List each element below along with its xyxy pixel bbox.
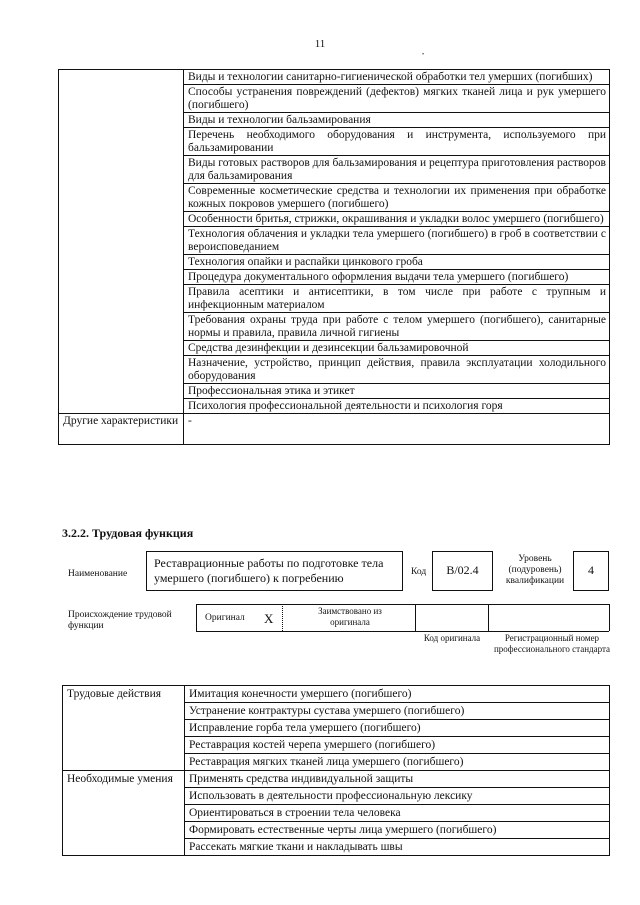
- skill-item: Применять средства индивидуальной защиты: [185, 771, 610, 788]
- origin-top-line: [196, 604, 609, 605]
- knowledge-item: Технология облачения и укладки тела умершего (погибшего) в гроб в соответствии с вероисповеданием: [184, 227, 610, 255]
- code-original-caption: Код оригинала: [423, 633, 481, 643]
- labor-functions-table: [62, 685, 610, 856]
- origin-divider: [415, 604, 416, 631]
- knowledge-item: Процедура документального оформления выдачи тела умершего (погибшего): [184, 270, 610, 285]
- page-number: 11: [314, 38, 326, 50]
- knowledge-item: Требования охраны труда при работе с телом умершего (погибшего), санитарные нормы и правила, правила личной гигиены: [184, 313, 610, 341]
- origin-divider: [282, 604, 283, 631]
- name-value-box: [146, 551, 403, 591]
- reg-number-caption: Регистрационный номер профессионального стандарта: [493, 633, 611, 654]
- other-characteristics-label: Другие характеристики: [59, 414, 184, 445]
- name-value: Реставрационные работы по подготовке тела умершего (погибшего) к погребению: [154, 556, 384, 585]
- code-label: Код: [411, 567, 427, 577]
- section-title: 3.2.2. Трудовая функция: [62, 526, 194, 540]
- code-value: B/02.4: [446, 563, 479, 577]
- level-label: Уровень (подуровень) квалификации: [505, 554, 565, 586]
- code-value-box: [432, 551, 493, 591]
- origin-divider: [196, 604, 197, 631]
- knowledge-item: Особенности бритья, стрижки, окрашивания и укладки волос умершего (погибшего): [184, 212, 610, 227]
- name-label: Наименование: [68, 569, 128, 579]
- original-mark: X: [264, 611, 274, 626]
- knowledge-label-cell: [59, 70, 184, 414]
- knowledge-item: Виды готовых растворов для бальзамирования и рецептура приготовления растворов для бальзамирования: [184, 156, 610, 184]
- knowledge-item: Виды и технологии бальзамирования: [184, 113, 610, 128]
- borrowed-label: Заимствовано из оригинала: [318, 606, 382, 627]
- skill-item: Ориентироваться в строении тела человека: [185, 805, 610, 822]
- action-item: Реставрация мягких тканей лица умершего (погибшего): [185, 754, 610, 771]
- skill-item: Формировать естественные черты лица умершего (погибшего): [185, 822, 610, 839]
- level-value-box: [573, 551, 609, 591]
- knowledge-item: Правила асептики и антисептики, в том числе при работе с трупным и инфекционным материалом: [184, 285, 610, 313]
- origin-divider: [488, 604, 489, 631]
- action-item: Реставрация костей черепа умершего (погибшего): [185, 737, 610, 754]
- knowledge-item: Психология профессиональной деятельности и психология горя: [184, 399, 610, 414]
- knowledge-item: Назначение, устройство, принцип действия, правила эксплуатации холодильного оборудования: [184, 356, 610, 384]
- knowledge-item: Способы устранения повреждений (дефектов) мягких тканей лица и рук умершего (погибшего): [184, 85, 610, 113]
- knowledge-item: Современные косметические средства и технологии их применения при обработке кожных покровов умершего (погибшего): [184, 184, 610, 212]
- skills-label: Необходимые умения: [63, 771, 185, 856]
- action-item: Исправление горба тела умершего (погибшего): [185, 720, 610, 737]
- original-label: Оригинал: [205, 613, 245, 623]
- knowledge-item: Профессиональная этика и этикет: [184, 384, 610, 399]
- origin-divider: [609, 604, 610, 631]
- knowledge-item: Технология опайки и распайки цинкового гроба: [184, 255, 610, 270]
- skill-item: Рассекать мягкие ткани и накладывать швы: [185, 839, 610, 856]
- other-characteristics-value: -: [184, 414, 610, 445]
- skill-item: Использовать в деятельности профессиональную лексику: [185, 788, 610, 805]
- level-value: 4: [588, 563, 594, 577]
- knowledge-item: Средства дезинфекции и дезинсекции бальзамировочной: [184, 341, 610, 356]
- origin-bottom-line: [196, 631, 609, 632]
- knowledge-item: Перечень необходимого оборудования и инструмента, используемого при бальзамировании: [184, 128, 610, 156]
- scan-speck: •: [422, 52, 425, 58]
- action-item: Имитация конечности умершего (погибшего): [185, 686, 610, 703]
- action-item: Устранение контрактуры сустава умершего (погибшего): [185, 703, 610, 720]
- knowledge-table: [58, 69, 610, 445]
- origin-label: Происхождение трудовой функции: [68, 610, 172, 631]
- knowledge-item: Виды и технологии санитарно-гигиенической обработки тел умерших (погибших): [184, 70, 610, 85]
- actions-label: Трудовые действия: [63, 686, 185, 771]
